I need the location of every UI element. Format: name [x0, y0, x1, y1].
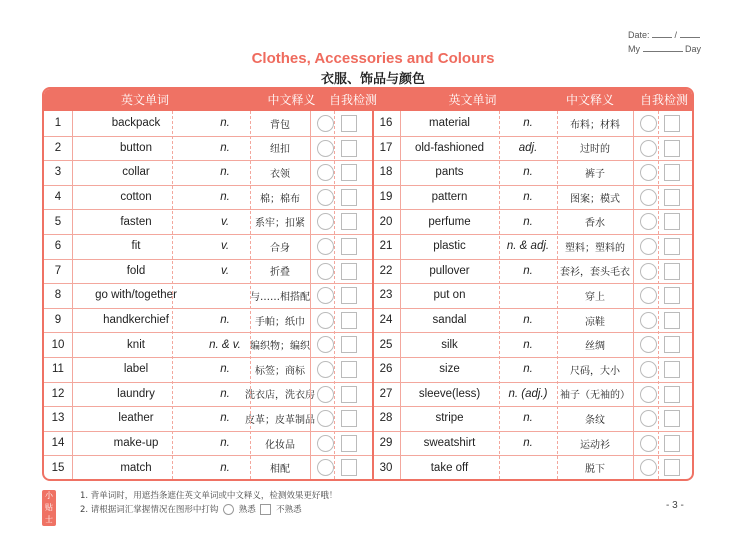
row-divider — [44, 185, 692, 186]
english-word: sweatshirt — [423, 437, 476, 450]
row-number: 10 — [51, 338, 65, 351]
check-unfamiliar-square-icon[interactable] — [341, 263, 357, 280]
row-number: 3 — [54, 166, 62, 179]
row-divider — [44, 332, 692, 333]
part-of-speech — [499, 455, 557, 480]
part-of-speech: n. — [523, 314, 533, 327]
row-number: 14 — [51, 437, 65, 450]
row-number: 4 — [54, 191, 62, 204]
part-of-speech: n. & v. — [209, 338, 241, 351]
part-of-speech: v. — [220, 264, 230, 277]
check-familiar-circle-icon[interactable] — [640, 410, 657, 427]
part-of-speech: v. — [220, 215, 230, 228]
part-of-speech: n. — [220, 461, 230, 474]
chinese-meaning: 系牢；扣紧 — [255, 218, 305, 230]
english-word: match — [120, 461, 152, 474]
part-of-speech: n. — [220, 437, 230, 450]
chinese-meaning: 运动衫 — [580, 439, 610, 451]
check-familiar-circle-icon[interactable] — [640, 140, 657, 157]
row-number: 6 — [54, 240, 62, 253]
tips-badge: 小贴士 — [42, 490, 56, 526]
part-of-speech: n. (adj.) — [508, 387, 548, 400]
chinese-meaning: 条纹 — [585, 414, 605, 426]
chinese-meaning: 过时的 — [580, 144, 610, 156]
row-number: 2 — [54, 141, 62, 154]
english-word: button — [120, 141, 152, 154]
column-divider — [310, 111, 311, 479]
day-label: Day — [685, 44, 702, 54]
check-unfamiliar-square-icon[interactable] — [664, 189, 680, 206]
row-divider — [44, 382, 692, 383]
header-english-right: 英文单词 — [448, 93, 497, 107]
chinese-meaning: 皮革；皮革制品 — [245, 414, 315, 426]
part-of-speech: v. — [220, 240, 230, 253]
check-familiar-circle-icon[interactable] — [317, 336, 334, 353]
row-divider — [44, 160, 692, 161]
check-familiar-circle-icon[interactable] — [317, 435, 334, 452]
column-divider — [499, 111, 500, 479]
part-of-speech: n. — [523, 215, 533, 228]
table-header — [44, 89, 692, 111]
tip-line-1: 1. 背单词时，用遮挡条遮住英文单词或中文释义，检测效果更好哦！ — [80, 491, 338, 501]
check-unfamiliar-square-icon[interactable] — [664, 164, 680, 181]
row-divider — [44, 455, 692, 456]
chinese-meaning: 丝绸 — [585, 341, 605, 353]
english-word: silk — [441, 338, 458, 351]
chinese-meaning: 塑料；塑料的 — [565, 242, 625, 254]
check-familiar-circle-icon[interactable] — [640, 189, 657, 206]
check-unfamiliar-square-icon[interactable] — [341, 189, 357, 206]
chinese-meaning: 背包 — [270, 119, 290, 131]
chinese-meaning: 合身 — [270, 242, 290, 254]
check-familiar-circle-icon[interactable] — [317, 115, 334, 132]
english-word: stripe — [435, 412, 464, 425]
check-familiar-circle-icon[interactable] — [640, 238, 657, 255]
part-of-speech: n. — [220, 314, 230, 327]
row-number: 1 — [54, 117, 62, 130]
check-unfamiliar-square-icon[interactable] — [664, 361, 680, 378]
part-of-speech: n. — [523, 264, 533, 277]
chinese-meaning: 套衫，套头毛衣 — [560, 267, 630, 279]
check-familiar-circle-icon[interactable] — [317, 263, 334, 280]
english-word: fold — [126, 264, 146, 277]
chinese-meaning: 图案；模式 — [570, 193, 620, 205]
english-word: material — [429, 117, 470, 130]
part-of-speech: n. — [523, 363, 533, 376]
part-of-speech: n. — [220, 412, 230, 425]
column-divider — [557, 111, 558, 479]
check-unfamiliar-square-icon[interactable] — [664, 336, 680, 353]
english-word: handkerchief — [103, 314, 169, 327]
row-number: 8 — [54, 289, 62, 302]
header-chinese-left: 中文释义 — [267, 93, 316, 107]
check-familiar-circle-icon[interactable] — [317, 238, 334, 255]
chinese-meaning: 手帕；纸巾 — [255, 316, 305, 328]
part-of-speech: n. — [523, 117, 533, 130]
check-familiar-circle-icon[interactable] — [640, 213, 657, 230]
part-of-speech: n. — [220, 166, 230, 179]
english-word: label — [123, 363, 149, 376]
check-familiar-circle-icon[interactable] — [317, 213, 334, 230]
part-of-speech: n. — [523, 191, 533, 204]
english-word: pattern — [431, 191, 468, 204]
familiar-label: 熟悉 — [238, 505, 256, 515]
title-chinese: 衣服、饰品与颜色 — [320, 72, 425, 87]
check-unfamiliar-square-icon[interactable] — [664, 213, 680, 230]
chinese-meaning: 尺码，大小 — [570, 365, 620, 377]
row-number: 19 — [379, 191, 393, 204]
part-of-speech: n. — [523, 437, 533, 450]
part-of-speech: n. — [220, 141, 230, 154]
chinese-meaning: 编织物；编织 — [250, 341, 310, 353]
row-divider — [44, 234, 692, 235]
check-unfamiliar-square-icon[interactable] — [341, 435, 357, 452]
row-number: 5 — [54, 215, 62, 228]
row-number: 30 — [379, 461, 393, 474]
tip-line-2 — [80, 503, 302, 517]
column-divider — [72, 111, 73, 479]
row-divider — [44, 357, 692, 358]
chinese-meaning: 棉；棉布 — [260, 193, 300, 205]
row-divider — [44, 209, 692, 210]
check-unfamiliar-square-icon[interactable] — [341, 386, 357, 403]
part-of-speech: n. — [220, 363, 230, 376]
chinese-meaning: 纽扣 — [270, 144, 290, 156]
chinese-meaning: 穿上 — [585, 291, 605, 303]
row-number: 12 — [51, 387, 65, 400]
check-unfamiliar-square-icon[interactable] — [341, 336, 357, 353]
english-word: put on — [433, 289, 466, 302]
row-number: 27 — [379, 387, 393, 400]
check-unfamiliar-square-icon[interactable] — [341, 164, 357, 181]
check-familiar-circle-icon[interactable] — [640, 312, 657, 329]
tip-line-2-text: 2. 请根据词汇掌握情况在图形中打钩 — [80, 505, 219, 515]
row-number: 9 — [54, 314, 62, 327]
check-familiar-circle-icon[interactable] — [317, 189, 334, 206]
check-familiar-circle-icon[interactable] — [640, 336, 657, 353]
check-unfamiliar-square-icon[interactable] — [664, 238, 680, 255]
english-word: leather — [118, 412, 154, 425]
part-of-speech: adj. — [518, 141, 538, 154]
row-number: 29 — [379, 437, 393, 450]
row-number: 22 — [379, 264, 393, 277]
check-unfamiliar-square-icon[interactable] — [664, 386, 680, 403]
english-word: pullover — [429, 264, 470, 277]
date-line — [628, 28, 701, 42]
english-word: old-fashioned — [414, 141, 485, 154]
check-familiar-circle-icon[interactable] — [317, 312, 334, 329]
check-unfamiliar-square-icon[interactable] — [341, 287, 357, 304]
check-unfamiliar-square-icon[interactable] — [664, 410, 680, 427]
row-number: 7 — [54, 264, 62, 277]
english-word: fasten — [120, 215, 152, 228]
row-number: 13 — [51, 412, 65, 425]
column-divider — [334, 111, 335, 479]
row-number: 17 — [379, 141, 393, 154]
row-divider — [44, 308, 692, 309]
date-separator: / — [674, 30, 678, 40]
english-word: knit — [127, 338, 145, 351]
check-unfamiliar-square-icon[interactable] — [341, 213, 357, 230]
row-number: 26 — [379, 363, 393, 376]
part-of-speech — [499, 283, 557, 308]
chinese-meaning: 化妆品 — [265, 439, 295, 451]
check-familiar-circle-icon[interactable] — [640, 459, 657, 476]
part-of-speech: n. — [523, 412, 533, 425]
row-divider — [44, 431, 692, 432]
chinese-meaning: 相配 — [270, 464, 290, 476]
check-unfamiliar-square-icon[interactable] — [664, 263, 680, 280]
check-unfamiliar-square-icon[interactable] — [664, 115, 680, 132]
part-of-speech: n. — [523, 166, 533, 179]
unfamiliar-square-icon — [260, 504, 271, 515]
english-word: take off — [430, 461, 469, 474]
column-divider — [633, 111, 634, 479]
row-number: 18 — [379, 166, 393, 179]
row-number: 23 — [379, 289, 393, 302]
date-month-blank — [652, 29, 672, 38]
check-unfamiliar-square-icon[interactable] — [341, 410, 357, 427]
english-word: pants — [435, 166, 464, 179]
check-familiar-circle-icon[interactable] — [317, 410, 334, 427]
chinese-meaning: 标签；商标 — [255, 365, 305, 377]
row-number: 28 — [379, 412, 393, 425]
part-of-speech: n. & adj. — [506, 240, 550, 253]
check-unfamiliar-square-icon[interactable] — [341, 140, 357, 157]
check-unfamiliar-square-icon[interactable] — [664, 435, 680, 452]
part-of-speech: n. — [220, 387, 230, 400]
part-of-speech: n. — [220, 191, 230, 204]
english-word: cotton — [120, 191, 152, 204]
my-label: My — [628, 44, 640, 54]
header-check-right: 自我检测 — [639, 93, 688, 107]
check-familiar-circle-icon[interactable] — [640, 164, 657, 181]
check-familiar-circle-icon[interactable] — [640, 287, 657, 304]
column-divider — [172, 111, 173, 479]
date-label: Date: — [628, 30, 650, 40]
check-unfamiliar-square-icon[interactable] — [341, 238, 357, 255]
chinese-meaning: 折叠 — [270, 267, 290, 279]
english-word: sleeve(less) — [418, 387, 481, 400]
part-of-speech — [200, 283, 250, 308]
row-number: 24 — [379, 314, 393, 327]
date-day-blank — [680, 29, 700, 38]
english-word: laundry — [117, 387, 155, 400]
chinese-meaning: 裤子 — [585, 168, 605, 180]
column-divider — [250, 111, 251, 479]
english-word: go with/together — [95, 289, 177, 302]
chinese-meaning: 凉鞋 — [585, 316, 605, 328]
row-number: 15 — [51, 461, 65, 474]
chinese-meaning: 与……相搭配 — [250, 291, 310, 303]
column-divider — [400, 111, 401, 479]
check-unfamiliar-square-icon[interactable] — [664, 140, 680, 157]
check-unfamiliar-square-icon[interactable] — [341, 312, 357, 329]
english-word: fit — [131, 240, 141, 253]
row-number: 20 — [379, 215, 393, 228]
row-number: 21 — [379, 240, 393, 253]
check-familiar-circle-icon[interactable] — [317, 459, 334, 476]
check-unfamiliar-square-icon[interactable] — [341, 361, 357, 378]
row-number: 25 — [379, 338, 393, 351]
check-familiar-circle-icon[interactable] — [640, 386, 657, 403]
row-divider — [44, 259, 692, 260]
check-familiar-circle-icon[interactable] — [640, 263, 657, 280]
english-word: backpack — [111, 117, 161, 130]
column-divider — [658, 111, 659, 479]
english-word: perfume — [428, 215, 471, 228]
chinese-meaning: 洗衣店，洗衣房 — [245, 390, 315, 402]
check-familiar-circle-icon[interactable] — [317, 386, 334, 403]
chinese-meaning: 衣领 — [270, 168, 290, 180]
check-familiar-circle-icon[interactable] — [317, 361, 334, 378]
header-english-left: 英文单词 — [120, 93, 169, 107]
english-word: size — [439, 363, 460, 376]
chinese-meaning: 布料；材料 — [570, 119, 620, 131]
header-check-left: 自我检测 — [328, 93, 377, 107]
part-of-speech: n. — [523, 338, 533, 351]
check-familiar-circle-icon[interactable] — [317, 287, 334, 304]
row-number: 16 — [379, 117, 393, 130]
english-word: make-up — [113, 437, 159, 450]
check-unfamiliar-square-icon[interactable] — [664, 312, 680, 329]
column-divider — [372, 111, 374, 479]
check-familiar-circle-icon[interactable] — [317, 140, 334, 157]
title-english: Clothes, Accessories and Colours — [251, 50, 495, 67]
part-of-speech: n. — [220, 117, 230, 130]
chinese-meaning: 袖子（无袖的） — [560, 390, 630, 402]
header-chinese-right: 中文释义 — [565, 93, 614, 107]
check-familiar-circle-icon[interactable] — [640, 115, 657, 132]
unfamiliar-label: 不熟悉 — [276, 505, 302, 515]
check-unfamiliar-square-icon[interactable] — [664, 459, 680, 476]
chinese-meaning: 香水 — [585, 218, 605, 230]
english-word: sandal — [432, 314, 467, 327]
check-familiar-circle-icon[interactable] — [317, 164, 334, 181]
check-familiar-circle-icon[interactable] — [640, 361, 657, 378]
check-unfamiliar-square-icon[interactable] — [341, 115, 357, 132]
check-familiar-circle-icon[interactable] — [640, 435, 657, 452]
english-word: collar — [122, 166, 150, 179]
row-number: 11 — [52, 363, 64, 376]
vocabulary-table — [42, 87, 694, 481]
chinese-meaning: 脱下 — [585, 464, 605, 476]
familiar-circle-icon — [223, 504, 234, 515]
check-unfamiliar-square-icon[interactable] — [341, 459, 357, 476]
row-divider — [44, 283, 692, 284]
check-unfamiliar-square-icon[interactable] — [664, 287, 680, 304]
row-divider — [44, 406, 692, 407]
page-number: - 3 - — [666, 500, 684, 511]
row-divider — [44, 136, 692, 137]
english-word: plastic — [433, 240, 466, 253]
